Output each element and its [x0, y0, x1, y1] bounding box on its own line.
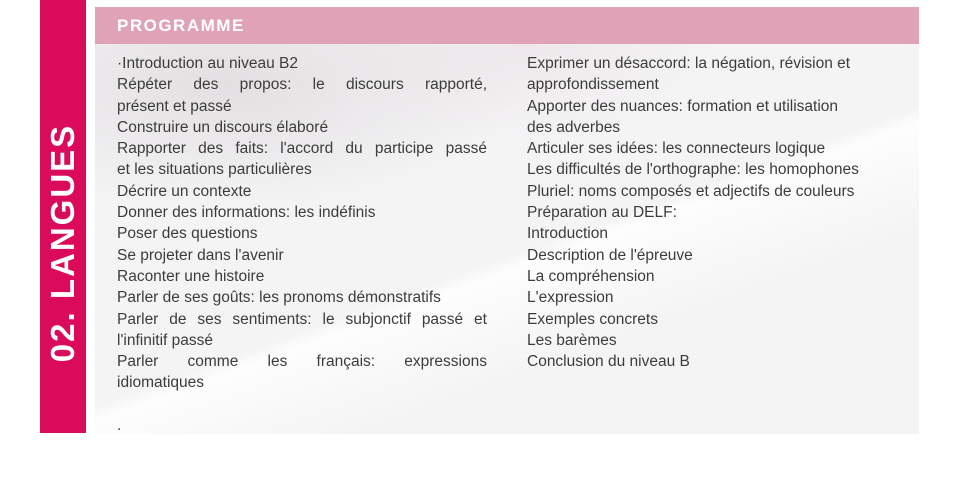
- panel-title: PROGRAMME: [117, 16, 245, 35]
- program-line: et les situations particulières: [117, 161, 312, 179]
- program-line: Parler comme les français: expressions: [117, 353, 487, 371]
- program-line: Introduction: [527, 225, 608, 243]
- program-right-column: [527, 53, 909, 436]
- program-line: Exprimer un désaccord: la négation, révision et: [527, 55, 851, 72]
- program-line: Raconter une histoire: [117, 267, 265, 285]
- program-line: Donner des informations: les indéfinis: [117, 204, 376, 222]
- program-line: Préparation au DELF:: [527, 204, 677, 222]
- program-line: L'expression: [527, 289, 614, 307]
- program-line: des adverbes: [527, 118, 621, 136]
- program-line: idiomatiques: [117, 374, 205, 392]
- program-line: Pluriel: noms composés et adjectifs de couleurs: [527, 182, 855, 200]
- program-line: Répéter des propos: le discours rapporté,: [117, 76, 487, 94]
- program-columns: [117, 53, 909, 436]
- program-line: Construire un discours élaboré: [117, 118, 329, 136]
- program-line: Poser des questions: [117, 225, 258, 243]
- program-line: Articuler ses idées: les connecteurs logique: [527, 140, 826, 158]
- program-line: ·Introduction au niveau B2: [117, 55, 298, 72]
- section-label: 02. LANGUES: [44, 123, 81, 362]
- program-line: Parler de ses sentiments: le subjonctif passé et: [117, 310, 487, 328]
- program-line: Décrire un contexte: [117, 182, 252, 200]
- program-line: La compréhension: [527, 267, 655, 285]
- program-line: Les barèmes: [527, 331, 617, 349]
- program-line: approfondissement: [527, 76, 659, 94]
- program-left-column: [117, 53, 487, 436]
- program-line: Se projeter dans l'avenir: [117, 246, 284, 264]
- panel-header: [95, 7, 919, 44]
- program-line: Description de l'épreuve: [527, 246, 693, 264]
- program-line: Apporter des nuances: formation et utilisation: [527, 97, 839, 115]
- program-line: [117, 394, 487, 415]
- program-line: Conclusion du niveau B: [527, 353, 690, 371]
- program-line: .: [117, 417, 122, 435]
- section-ribbon: [40, 0, 86, 433]
- program-line: Rapporter des faits: l'accord du participe passé: [117, 140, 487, 158]
- program-line: Exemples concrets: [527, 310, 658, 328]
- program-line: l'infinitif passé: [117, 331, 214, 349]
- content-panel: [95, 7, 919, 434]
- program-line: Parler de ses goûts: les pronoms démonstratifs: [117, 289, 441, 307]
- program-line: Les difficultés de l'orthographe: les homophones: [527, 161, 859, 179]
- program-line: présent et passé: [117, 97, 232, 115]
